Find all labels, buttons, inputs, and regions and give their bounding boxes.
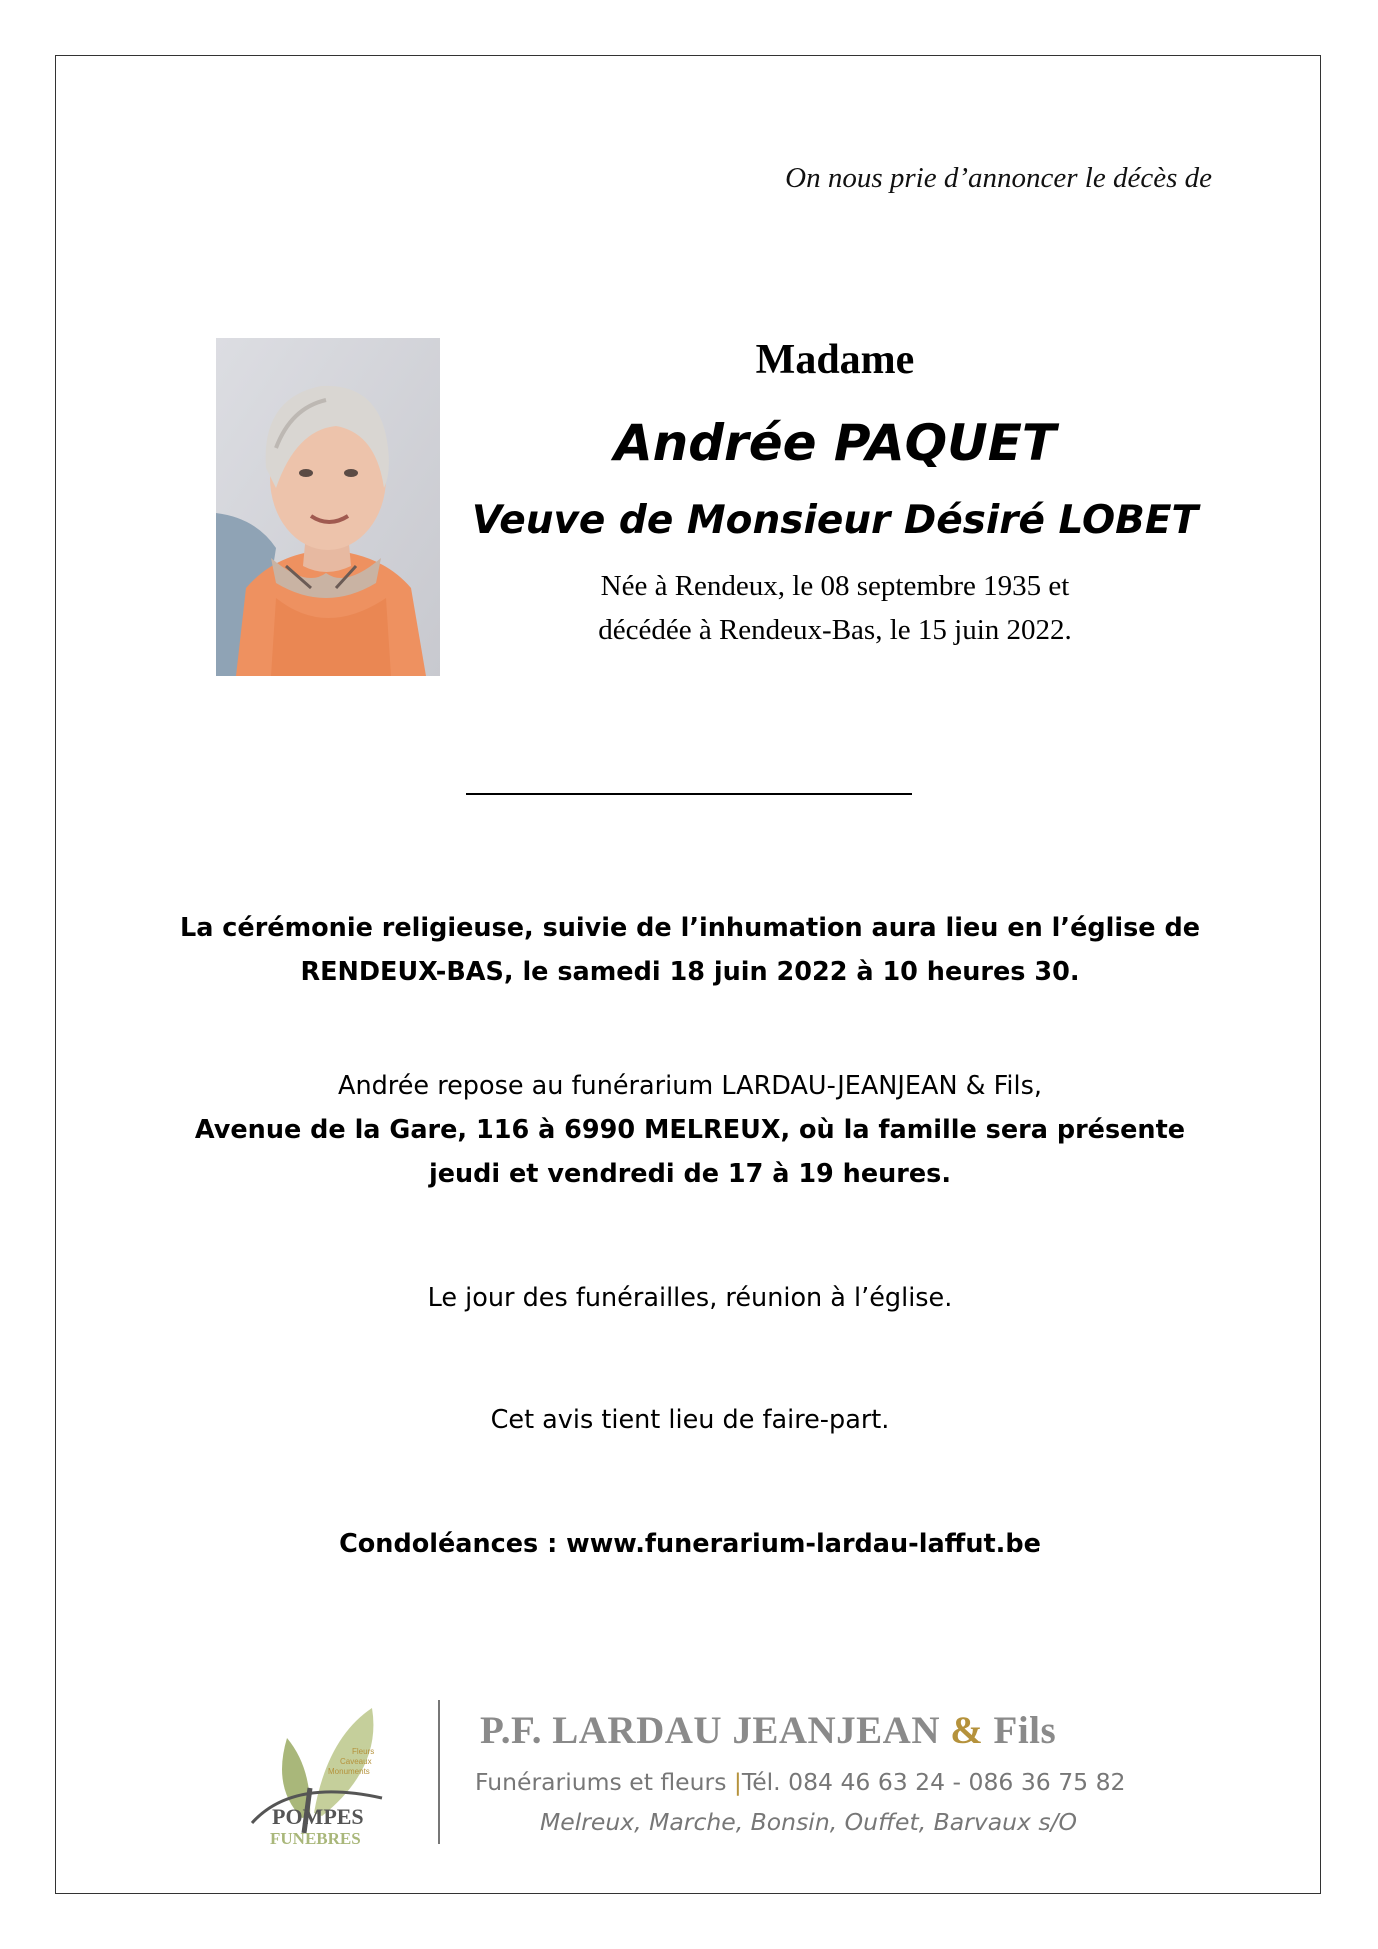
firm-locations: Melreux, Marche, Bonsin, Ouffet, Barvaux s/O: [540, 1808, 1078, 1836]
separator-line: [466, 793, 912, 795]
pompes-funebres-logo: [232, 1698, 432, 1848]
meeting-text: Le jour des funérailles, réunion à l’église.: [427, 1283, 953, 1313]
logo-side-caveaux: Caveaux: [340, 1757, 372, 1766]
firm-services: Funérariums et fleurs: [475, 1768, 734, 1796]
ceremony-text: [110, 906, 1270, 994]
visitation-line-3: jeudi et vendredi de 17 à 19 heures.: [428, 1159, 952, 1189]
visitation-line-2: Avenue de la Gare, 116 à 6990 MELREUX, où la famille sera présente: [194, 1115, 1186, 1145]
condolences-link[interactable]: Condoléances : www.funerarium-lardau-laffut.be: [339, 1529, 1041, 1559]
dates-line-2: décédée à Rendeux-Bas, le 15 juin 2022.: [598, 614, 1072, 646]
firm-name: [480, 1708, 1056, 1753]
visitation-line-1: Andrée repose au funérarium LARDAU-JEANJEAN & Fils,: [338, 1071, 1042, 1101]
ceremony-line-2: RENDEUX-BAS, le samedi 18 juin 2022 à 10 heures 30.: [300, 957, 1080, 987]
ceremony-line-1: La cérémonie religieuse, suivie de l’inhumation aura lieu en l’église de: [179, 913, 1201, 943]
footer-divider: [438, 1700, 440, 1844]
birth-death-dates: [440, 564, 1230, 652]
firm-services-phone: [475, 1768, 1125, 1796]
visitation-text: [110, 1064, 1270, 1196]
notice-note: Cet avis tient lieu de faire-part.: [490, 1405, 890, 1435]
firm-pipe: |: [733, 1768, 742, 1796]
intro-text: On nous prie d’annoncer le décès de: [785, 162, 1212, 194]
logo-text-funebres: FUNEBRES: [270, 1829, 361, 1848]
logo-side-fleurs: Fleurs: [352, 1747, 375, 1756]
firm-name-prefix: P.F. LARDAU JEANJEAN: [480, 1709, 951, 1752]
firm-phone: Tél. 084 46 63 24 - 086 36 75 82: [741, 1768, 1126, 1796]
firm-name-suffix: Fils: [983, 1709, 1057, 1752]
firm-name-ampersand: &: [950, 1709, 984, 1752]
salutation: Madame: [755, 337, 915, 383]
dates-line-1: Née à Rendeux, le 08 septembre 1935 et: [600, 570, 1070, 602]
logo-side-monuments: Monuments: [328, 1767, 370, 1776]
deceased-name: Andrée PAQUET: [613, 414, 1057, 472]
portrait-photo: [216, 338, 440, 676]
widow-of-text: Veuve de Monsieur Désiré LOBET: [471, 498, 1199, 543]
logo-text-pompes: POMPES: [272, 1804, 364, 1829]
